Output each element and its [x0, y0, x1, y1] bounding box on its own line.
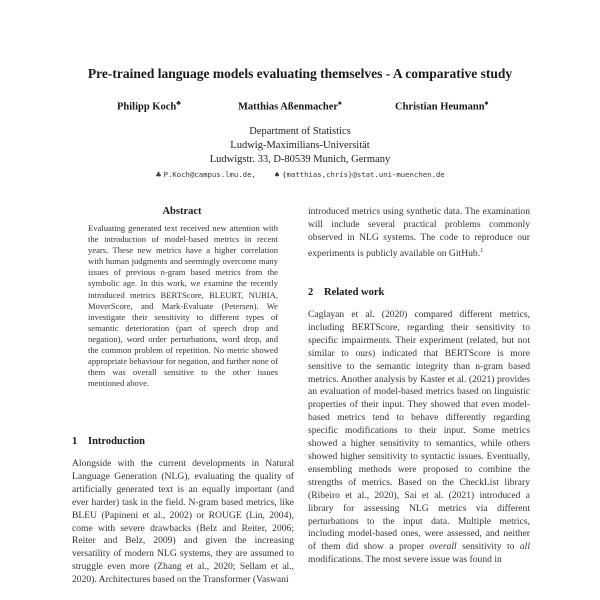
affiliation-line: Ludwigstr. 33, D-80539 Munich, Germany — [209, 154, 391, 165]
section-number: 2 — [308, 287, 314, 298]
related-text-part: modifications. The most severe issue was found in — [308, 554, 502, 566]
related-emphasis: overall — [429, 541, 457, 553]
email-address: P.Koch@campus.lmu.de, — [163, 170, 256, 179]
section-heading-introduction — [72, 436, 145, 447]
email-mark: ♠ — [273, 171, 281, 179]
related-text-part: Caglayan et al. (2020) compared different metrics, including BERTScore, regarding their sensitivity to specific impairments. Their experiment (related, but not similar to ours) indicated that BERTScore is more sensitive to the semantic integrity than n-gram based metrics. Another analysis by Kaster et al. (2021) provides an evaluation of model-based metrics based on linguistic properties of their input. They showed that even model-based metrics tend to behave differently regarding specific modifications to their input. Some metrics showed a higher sensitivity to semantics, while others showed higher sensitivity to syntactic issues. Eventually, ensembling methods were proposed to combine the strengths of metrics. Based on the CheckList library (Ribeiro et al., 2020), Sai et al. (2021) introduced a library for assessing NLG metrics via different perturbations to the input data. Multiple metrics, including model-based ones, were assessed, and neither of them did show a proper — [308, 309, 530, 553]
author-name: Matthias Aßenmacher — [238, 101, 339, 113]
abstract-text: Evaluating generated text received new attention with the introduction of model-based metrics in recent years. These new metrics have a higher correlation with human judgments and seemingly overcome many issues of previous n-gram based metrics from the symbolic age. In this work, we examine the recently introduced metrics BERTScore, BLEURT, NUBIA, MoverScore, and Mark-Evaluate (Petersen). We investigate their sensitivity to different types of semantic deterioration (part of speech drop and negation), word order perturbations, word drop, and the common problem of repetition. No metric showed appropriate behaviour for negation, and further none of them was overall sensitive to the other issues mentioned above. — [88, 223, 278, 389]
footnote-marker: 1 — [480, 246, 484, 254]
affiliation-line: Ludwig-Maximilians-Universität — [230, 140, 370, 151]
author-name: Philipp Koch — [117, 101, 177, 113]
paper-title: Pre-trained language models evaluating themselves - A comparative study — [87, 66, 513, 81]
email-address: {matthias,chris}@stat.uni-muenchen.de — [282, 170, 445, 179]
author-name: Christian Heumann — [395, 101, 485, 113]
author-1 — [117, 99, 181, 113]
continuation-body: introduced metrics using synthetic data. The examination will include several practical problems commonly observed in NLG systems. The code to reproduce our experiments is publicly available on GitHub. — [308, 206, 530, 259]
section-title: Related work — [324, 287, 385, 298]
section-heading-related-work — [308, 287, 384, 298]
author-emails — [0, 170, 600, 179]
affiliation-line: Department of Statistics — [249, 126, 351, 137]
section-title: Introduction — [88, 436, 145, 447]
introduction-text: Alongside with the current developments in Natural Language Generation (NLG), evaluating the quality of artificially generated text is an equally important (and ever harder) task in the field. N-gram based metrics, like BLEU (Papineni et al., 2002) or ROUGE (Lin, 2004), come with severe drawbacks (Belz and Reiter, 2006; Reiter and Belz, 2009) and given the increasing versatility of modern NLG systems, they are assumed to struggle even more (Zhang et al., 2020; Sellam et al., 2020). Architectures based on the Transformer (Vaswani — [72, 458, 294, 586]
section-number: 1 — [72, 436, 78, 447]
related-work-text — [308, 309, 530, 567]
related-text-part: sensitivity to — [462, 541, 515, 553]
abstract-heading: Abstract — [162, 206, 202, 217]
author-mark: ♠ — [484, 99, 489, 107]
author-3 — [395, 99, 488, 113]
author-mark: ♣ — [176, 99, 181, 107]
author-mark: ♠ — [338, 99, 342, 107]
related-emphasis: all — [519, 541, 530, 553]
email-mark: ♣ — [155, 171, 162, 179]
section-continuation-text — [308, 206, 530, 261]
author-2 — [238, 99, 342, 113]
